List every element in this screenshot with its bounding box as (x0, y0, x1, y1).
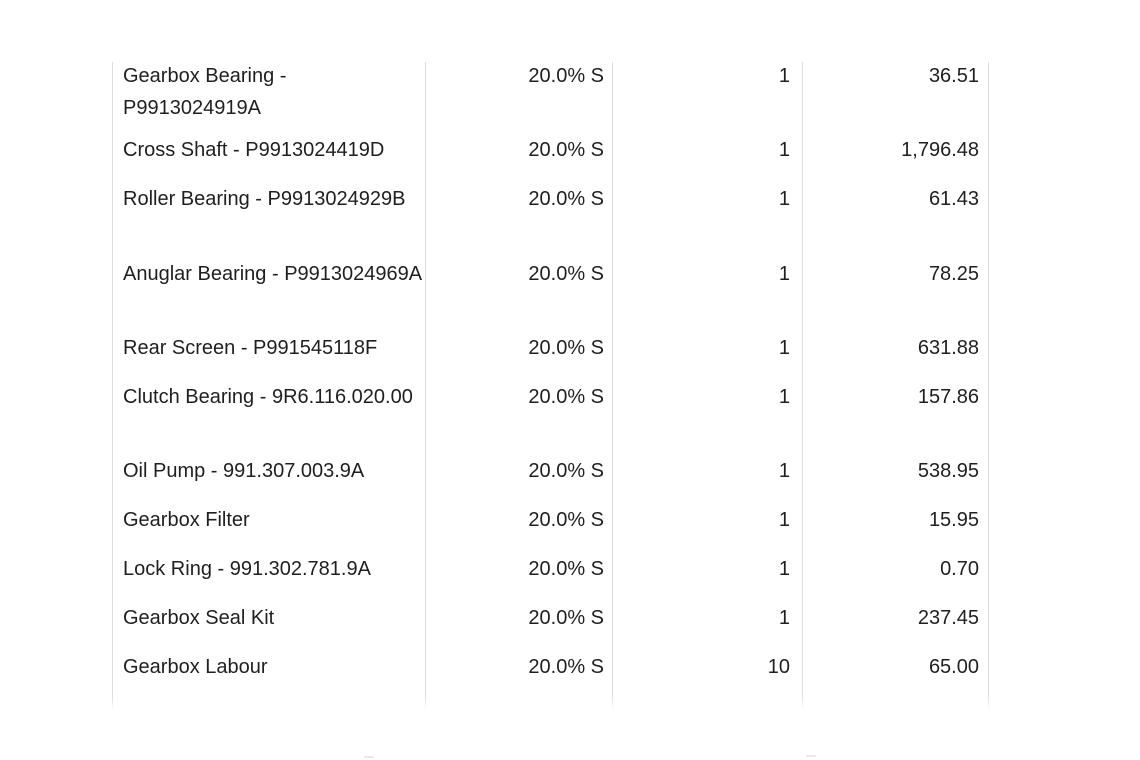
item-description: Oil Pump - 991.307.003.9A (123, 460, 365, 482)
vat-rate: 20.0% S (528, 509, 604, 531)
quantity: 1 (778, 558, 790, 580)
amount: 61.43 (928, 188, 979, 210)
vat-rate: 20.0% S (528, 386, 604, 408)
item-description: Roller Bearing - P9913024929B (123, 188, 406, 210)
vat-rate: 20.0% S (528, 263, 604, 285)
item-description: Lock Ring - 991.302.781.9A (123, 558, 371, 580)
vat-rate: 20.0% S (528, 607, 604, 629)
vat-rate: 20.0% S (528, 656, 604, 678)
invoice-lines-table (112, 62, 992, 710)
item-description: Cross Shaft - P9913024419D (123, 139, 385, 161)
scan-speck (364, 756, 374, 758)
item-description: Gearbox Bearing - P9913024919A (123, 65, 287, 119)
column-divider (112, 62, 113, 710)
quantity: 1 (778, 263, 790, 285)
quantity: 10 (767, 656, 790, 678)
column-divider (425, 62, 426, 710)
scan-speck (806, 755, 816, 757)
amount: 631.88 (917, 337, 979, 359)
amount: 65.00 (928, 656, 979, 678)
amount: 1,796.48 (901, 139, 979, 161)
amount: 78.25 (928, 263, 979, 285)
column-divider (612, 62, 613, 710)
item-description: Gearbox Filter (123, 509, 250, 531)
vat-rate: 20.0% S (528, 337, 604, 359)
quantity: 1 (778, 386, 790, 408)
quantity: 1 (778, 139, 790, 161)
cutoff-fade (112, 696, 992, 710)
column-divider (988, 62, 989, 710)
quantity: 1 (778, 188, 790, 210)
item-description: Gearbox Seal Kit (123, 607, 275, 629)
amount: 0.70 (940, 558, 979, 580)
vat-rate: 20.0% S (528, 188, 604, 210)
quantity: 1 (778, 509, 790, 531)
quantity: 1 (778, 65, 790, 87)
item-description: Anuglar Bearing - P9913024969A (123, 263, 423, 285)
amount: 237.45 (917, 607, 979, 629)
item-description: Gearbox Labour (123, 656, 268, 678)
quantity: 1 (778, 607, 790, 629)
quantity: 1 (778, 337, 790, 359)
item-description: Rear Screen - P991545118F (123, 337, 378, 359)
amount: 538.95 (917, 460, 979, 482)
vat-rate: 20.0% S (528, 460, 604, 482)
column-divider (802, 62, 803, 710)
amount: 15.95 (928, 509, 979, 531)
item-description: Clutch Bearing - 9R6.116.020.00 (123, 386, 413, 408)
vat-rate: 20.0% S (528, 139, 604, 161)
quantity: 1 (778, 460, 790, 482)
amount: 157.86 (917, 386, 979, 408)
amount: 36.51 (928, 65, 979, 87)
vat-rate: 20.0% S (528, 558, 604, 580)
vat-rate: 20.0% S (528, 65, 604, 87)
